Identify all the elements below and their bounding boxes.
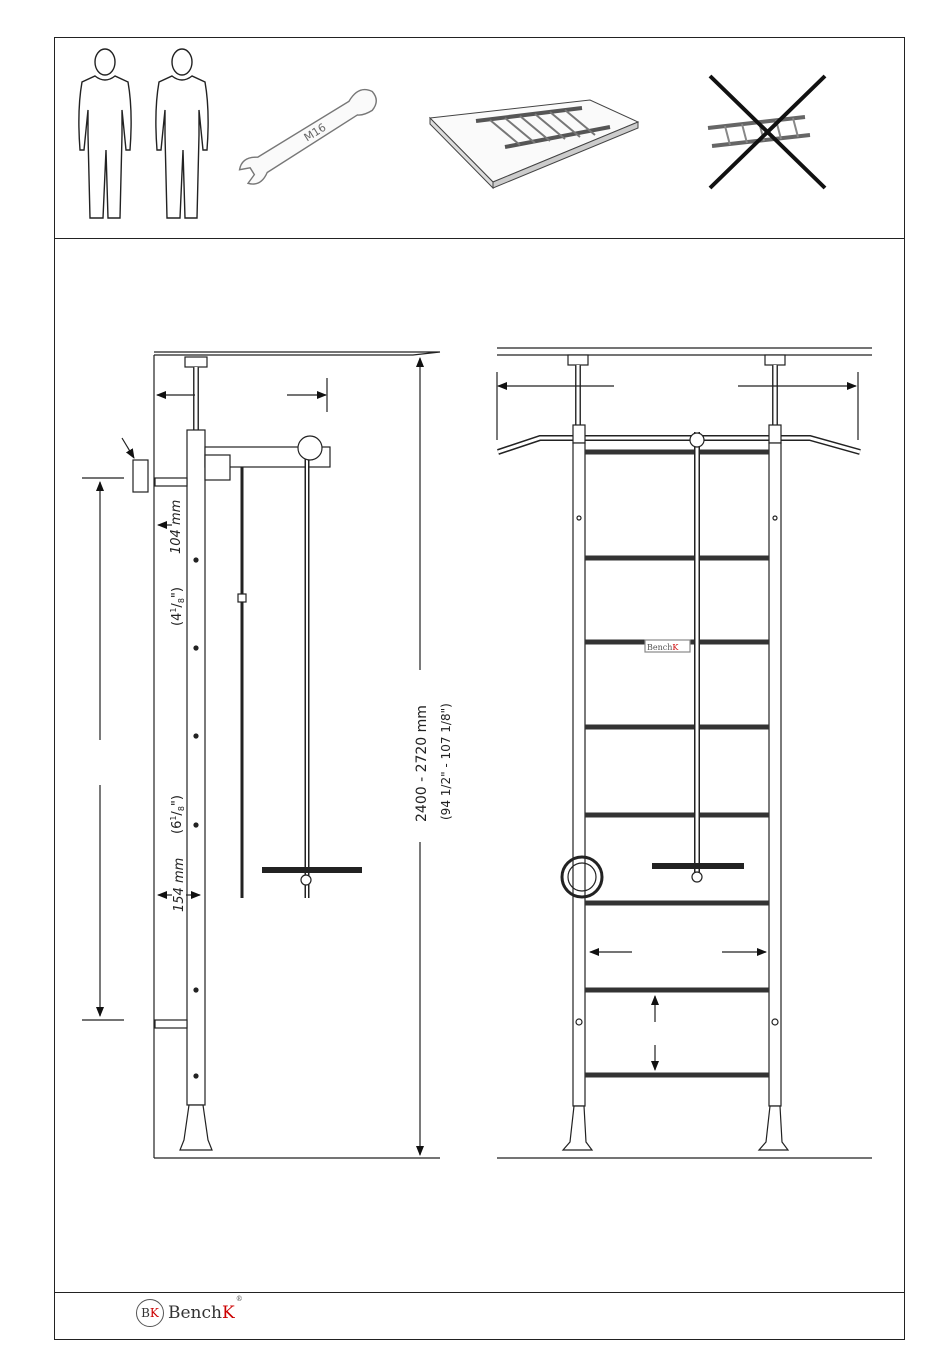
dim-total-height-inch: (94 1/2" - 107 1/8") — [439, 703, 453, 820]
person-icon — [156, 49, 208, 218]
brand-badge-icon: B K — [136, 1299, 164, 1327]
wrench-size-label: M16 — [301, 120, 329, 145]
wrench-icon — [237, 84, 382, 188]
front-view — [497, 348, 872, 1158]
ladder-on-floor-forbidden-icon — [708, 76, 825, 188]
dim-6-1-8-inch: $(6^1/_8")$ — [169, 795, 186, 834]
brand-logo — [136, 1295, 243, 1328]
side-view — [82, 352, 440, 1158]
person-icon — [79, 49, 131, 218]
dim-104mm: 104 mm — [169, 499, 184, 554]
dim-4-1-8-inch: $(4^1/_8")$ — [169, 587, 186, 626]
ladder-on-box-icon — [430, 100, 638, 188]
brand-name: BenchK® — [168, 1295, 243, 1323]
dim-154mm: 154 mm — [172, 857, 187, 912]
dim-total-height-mm: 2400 - 2720 mm — [414, 705, 430, 822]
ladder-brand-plate: BenchK — [647, 643, 679, 652]
